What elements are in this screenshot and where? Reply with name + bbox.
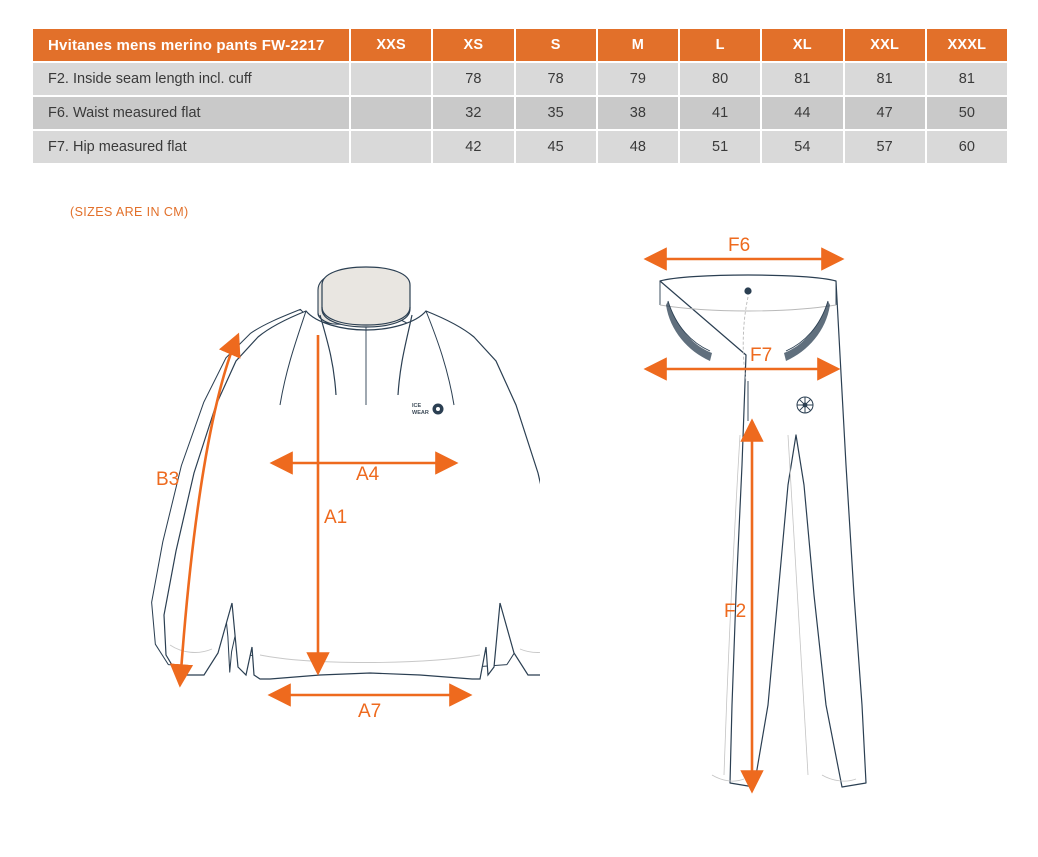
brand-logo-line2: WEAR [412, 410, 429, 416]
a4-label: A4 [356, 464, 380, 485]
table-row [32, 62, 1008, 96]
pants-logo-icon [797, 397, 813, 413]
technical-drawings [0, 235, 1038, 855]
cell-f7-m: 48 [597, 130, 679, 164]
table-header-row [32, 28, 1008, 62]
cell-f2-xl: 81 [761, 62, 843, 96]
table-row [32, 130, 1008, 164]
top-garment-figure [120, 235, 540, 755]
cell-f2-xxs [350, 62, 432, 96]
size-chart-table-wrapper [31, 27, 1007, 165]
cell-f6-xxl: 47 [844, 96, 926, 130]
cell-f7-xs: 42 [432, 130, 514, 164]
cell-f7-l: 51 [679, 130, 761, 164]
cell-f2-xs: 78 [432, 62, 514, 96]
size-header-l: L [679, 28, 761, 62]
cell-f2-s: 78 [515, 62, 597, 96]
size-header-xl: XL [761, 28, 843, 62]
cell-f6-l: 41 [679, 96, 761, 130]
cell-f2-l: 80 [679, 62, 761, 96]
size-header-xxl: XXL [844, 28, 926, 62]
row-label-f7: F7. Hip measured flat [32, 130, 350, 164]
f6-label: F6 [728, 235, 751, 256]
cell-f7-xxs [350, 130, 432, 164]
cell-f6-m: 38 [597, 96, 679, 130]
cell-f7-s: 45 [515, 130, 597, 164]
f2-label: F2 [724, 601, 747, 622]
cell-f6-s: 35 [515, 96, 597, 130]
cell-f6-xxs [350, 96, 432, 130]
cell-f2-m: 79 [597, 62, 679, 96]
cell-f6-xl: 44 [761, 96, 843, 130]
size-header-xs: XS [432, 28, 514, 62]
table-title-cell: Hvitanes mens merino pants FW-2217 [32, 28, 350, 62]
cell-f2-xxl: 81 [844, 62, 926, 96]
size-header-xxxl: XXXL [926, 28, 1008, 62]
row-label-f2: F2. Inside seam length incl. cuff [32, 62, 350, 96]
size-chart-table [31, 27, 1009, 165]
b3-label: B3 [156, 469, 180, 490]
units-note: (SIZES ARE IN CM) [70, 205, 189, 219]
row-label-f6: F6. Waist measured flat [32, 96, 350, 130]
cell-f6-xs: 32 [432, 96, 514, 130]
cell-f7-xl: 54 [761, 130, 843, 164]
top-garment-body [164, 267, 540, 679]
a1-label: A1 [324, 507, 348, 528]
table-row [32, 96, 1008, 130]
size-header-m: M [597, 28, 679, 62]
cell-f2-xxxl: 81 [926, 62, 1008, 96]
size-header-xxs: XXS [350, 28, 432, 62]
f7-label: F7 [750, 345, 773, 366]
cell-f7-xxxl: 60 [926, 130, 1008, 164]
cell-f7-xxl: 57 [844, 130, 926, 164]
brand-logo-line1: ICE [412, 403, 422, 409]
pants-figure [600, 235, 930, 835]
size-header-s: S [515, 28, 597, 62]
a7-label: A7 [358, 701, 382, 722]
cell-f6-xxxl: 50 [926, 96, 1008, 130]
